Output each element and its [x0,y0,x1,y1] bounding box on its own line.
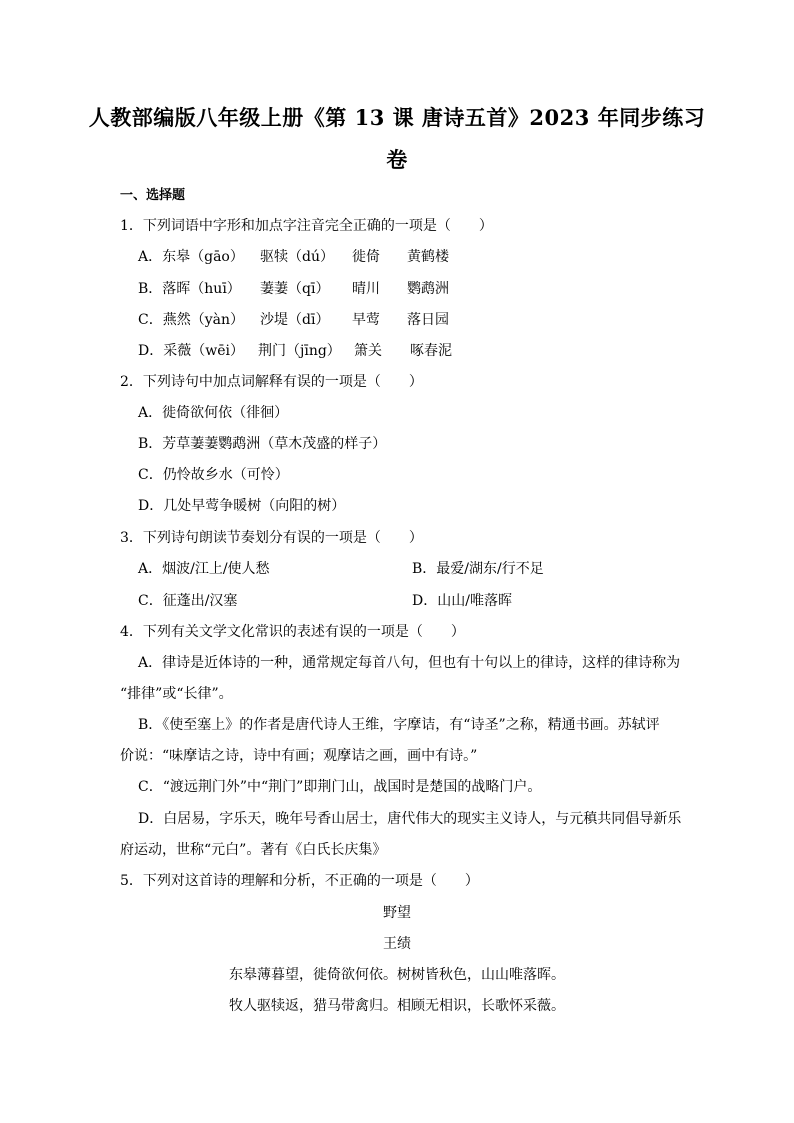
q4-option-b-line-2: 价说：“味摩诘之诗，诗中有画；观摩诘之画，画中有诗。” [120,748,478,764]
q4-option-c: C．“渡远荆门外”中“荆门”即荆门山，战国时是楚国的战略门户。 [138,779,542,795]
q1-option-a-item-3: 徙倚 [352,249,380,265]
q1-option-d-item-4: 啄春泥 [410,343,452,359]
q1-option-b-item-2: 萋萋（qī） [260,281,330,297]
q1-option-d-item-3: 箫关 [354,343,382,359]
document-title-line-2: 卷 [386,147,408,172]
q3-option-d: D．山山/唯落晖 [412,593,512,609]
question-4-stem: 4．下列有关文学文化常识的表述有误的一项是（ ） [120,624,465,640]
q4-option-a-line-1: A．律诗是近体诗的一种，通常规定每首八句，但也有十句以上的律诗，这样的律诗称为 [138,655,681,671]
poem-line-1: 东皋薄暮望，徙倚欲何依。树树皆秋色，山山唯落晖。 [229,967,565,983]
question-2-stem: 2．下列诗句中加点词解释有误的一项是（ ） [120,374,423,390]
q1-option-c-item-1: C．燕然（yàn） [138,312,244,328]
q1-option-a-item-2: 驱犊（dú） [260,249,334,265]
q1-option-b-item-3: 晴川 [352,281,380,297]
poem-line-2: 牧人驱犊返，猎马带禽归。相顾无相识，长歌怀采薇。 [229,998,565,1014]
q1-option-d-item-2: 荆门（jīng） [258,343,341,359]
question-3-stem: 3．下列诗句朗读节奏划分有误的一项是（ ） [120,530,423,546]
q2-option-b: B．芳草萋萋鹦鹉洲（草木茂盛的样子） [138,436,387,452]
poem-author: 王绩 [383,936,411,952]
q1-option-a-item-1: A．东皋（gāo） [138,249,244,265]
q1-option-b-item-1: B．落晖（huī） [138,281,241,297]
q2-option-d: D．几处早莺争暖树（向阳的树） [138,498,346,514]
q3-option-c: C．征蓬出/汉塞 [138,593,238,609]
q1-option-c-item-4: 落日园 [407,312,449,328]
q1-option-c-item-3: 早莺 [352,312,380,328]
q4-option-d-line-2: 府运动，世称“元白”。著有《白氏长庆集》 [120,842,387,858]
q2-option-a: A．徙倚欲何依（徘徊） [138,405,289,421]
q4-option-a-line-2: “排律”或“长律”。 [120,686,233,702]
q1-option-b-item-4: 鹦鹉洲 [407,281,449,297]
poem-title: 野望 [383,905,411,921]
q4-option-d-line-1: D．白居易，字乐天，晚年号香山居士，唐代伟大的现实主义诗人，与元稹共同倡导新乐 [138,811,682,827]
q1-option-a-item-4: 黄鹤楼 [407,249,449,265]
question-1-stem: 1．下列词语中字形和加点字注音完全正确的一项是（ ） [120,218,493,234]
q4-option-b-line-1: B．《使至塞上》的作者是唐代诗人王维，字摩诘，有“诗圣”之称，精通书画。苏轼评 [138,717,660,733]
q1-option-c-item-2: 沙堤（dī） [260,312,330,328]
q1-option-d-item-1: D．采薇（wēi） [138,343,244,359]
q2-option-c: C．仍怜故乡水（可怜） [138,467,289,483]
q3-option-a: A．烟波/江上/使人愁 [138,561,270,577]
question-5-stem: 5．下列对这首诗的理解和分析，不正确的一项是（ ） [120,873,479,889]
q3-option-b: B．最爱/湖东/行不足 [412,561,544,577]
document-title-line-1: 人教部编版八年级上册《第 13 课 唐诗五首》2023 年同步练习 [88,105,706,130]
section-heading: 一、选择题 [120,188,186,203]
